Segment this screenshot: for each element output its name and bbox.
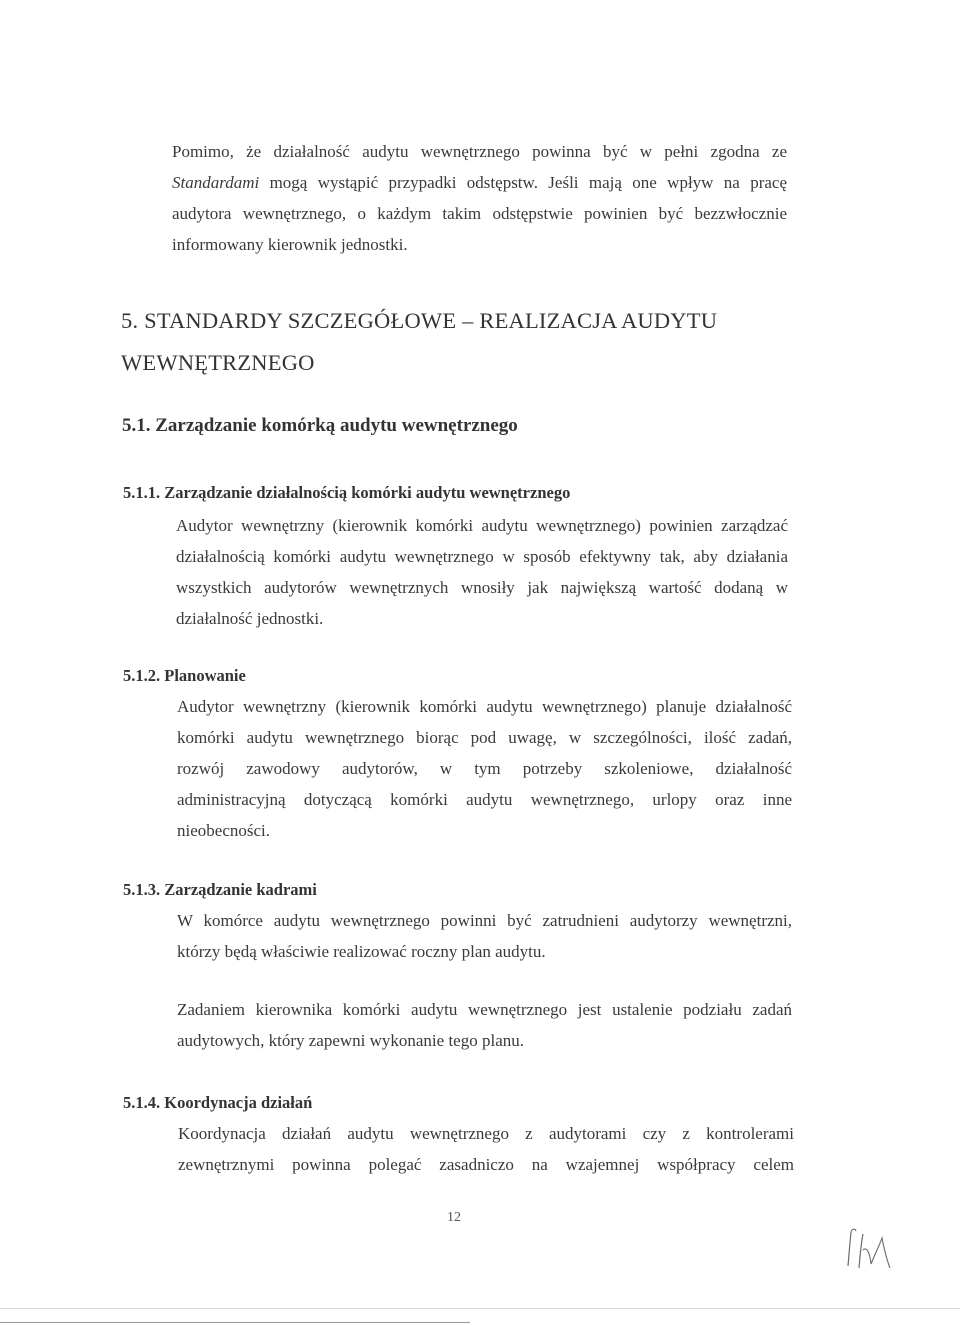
section-5-1-3-heading: 5.1.3. Zarządzanie kadrami <box>123 880 317 899</box>
section-5-1-1-paragraph <box>176 510 788 634</box>
section-5-1-4-paragraph <box>178 1118 794 1180</box>
text-line: nieobecności. <box>177 821 270 840</box>
text-line: Koordynacja działań audytu wewnętrznego z audytorami czy z kontrolerami <box>178 1124 794 1143</box>
text-line: Pomimo, że działalność audytu wewnętrznego powinna być w pełni zgodna ze <box>172 142 787 161</box>
scan-edge-line <box>0 1322 470 1323</box>
heading-line: 5. STANDARDY SZCZEGÓŁOWE – REALIZACJA AUDYTU <box>121 308 718 333</box>
text-line: administracyjną dotyczącą komórki audytu wewnętrznego, urlopy oraz inne <box>177 790 792 809</box>
text-line: zewnętrznymi powinna polegać zasadniczo na wzajemnej współpracy celem <box>178 1155 794 1174</box>
section-5-heading <box>121 300 717 384</box>
intro-paragraph <box>172 136 787 260</box>
section-5-1-4-heading: 5.1.4. Koordynacja działań <box>123 1093 313 1112</box>
text-line: rozwój zawodowy audytorów, w tym potrzeby szkoleniowe, działalność <box>177 759 792 778</box>
text-line: audytora wewnętrznego, o każdym takim odstępstwie powinien być bezzwłocznie <box>172 204 787 223</box>
section-5-1-3-paragraph-2 <box>177 994 792 1056</box>
scan-edge-line <box>0 1308 960 1309</box>
text-line: audytowych, który zapewni wykonanie tego planu. <box>177 1031 524 1050</box>
handwritten-initials <box>842 1224 902 1274</box>
text-line: W komórce audytu wewnętrznego powinni być zatrudnieni audytorzy wewnętrzni, <box>177 911 792 930</box>
text-line: działalnością komórki audytu wewnętrznego w sposób efektywny tak, aby działania <box>176 547 788 566</box>
page-number: 12 <box>447 1210 461 1225</box>
text-line <box>172 167 787 198</box>
text-fragment: mogą wystąpić przypadki odstępstw. Jeśli mają one wpływ na pracę <box>259 173 787 192</box>
section-5-1-2-heading: 5.1.2. Planowanie <box>123 666 246 685</box>
section-5-1-1-heading: 5.1.1. Zarządzanie działalnością komórki audytu wewnętrznego <box>123 483 571 502</box>
heading-line: WEWNĘTRZNEGO <box>121 350 315 375</box>
emphasis-standardami: Standardami <box>172 173 260 192</box>
section-5-1-heading: 5.1. Zarządzanie komórką audytu wewnętrznego <box>122 415 518 436</box>
text-line: informowany kierownik jednostki. <box>172 235 408 254</box>
text-line: komórki audytu wewnętrznego biorąc pod uwagę, w szczególności, ilość zadań, <box>177 728 792 747</box>
section-5-1-2-paragraph <box>177 691 792 846</box>
text-line: Audytor wewnętrzny (kierownik komórki audytu wewnętrznego) powinien zarządzać <box>176 516 788 535</box>
text-line: którzy będą właściwie realizować roczny plan audytu. <box>177 942 546 961</box>
section-5-1-3-paragraph-1 <box>177 905 792 967</box>
text-line: wszystkich audytorów wewnętrznych wnosiły jak największą wartość dodaną w <box>176 578 788 597</box>
text-line: Zadaniem kierownika komórki audytu wewnętrznego jest ustalenie podziału zadań <box>177 1000 792 1019</box>
text-line: Audytor wewnętrzny (kierownik komórki audytu wewnętrznego) planuje działalność <box>177 697 792 716</box>
text-line: działalność jednostki. <box>176 609 324 628</box>
